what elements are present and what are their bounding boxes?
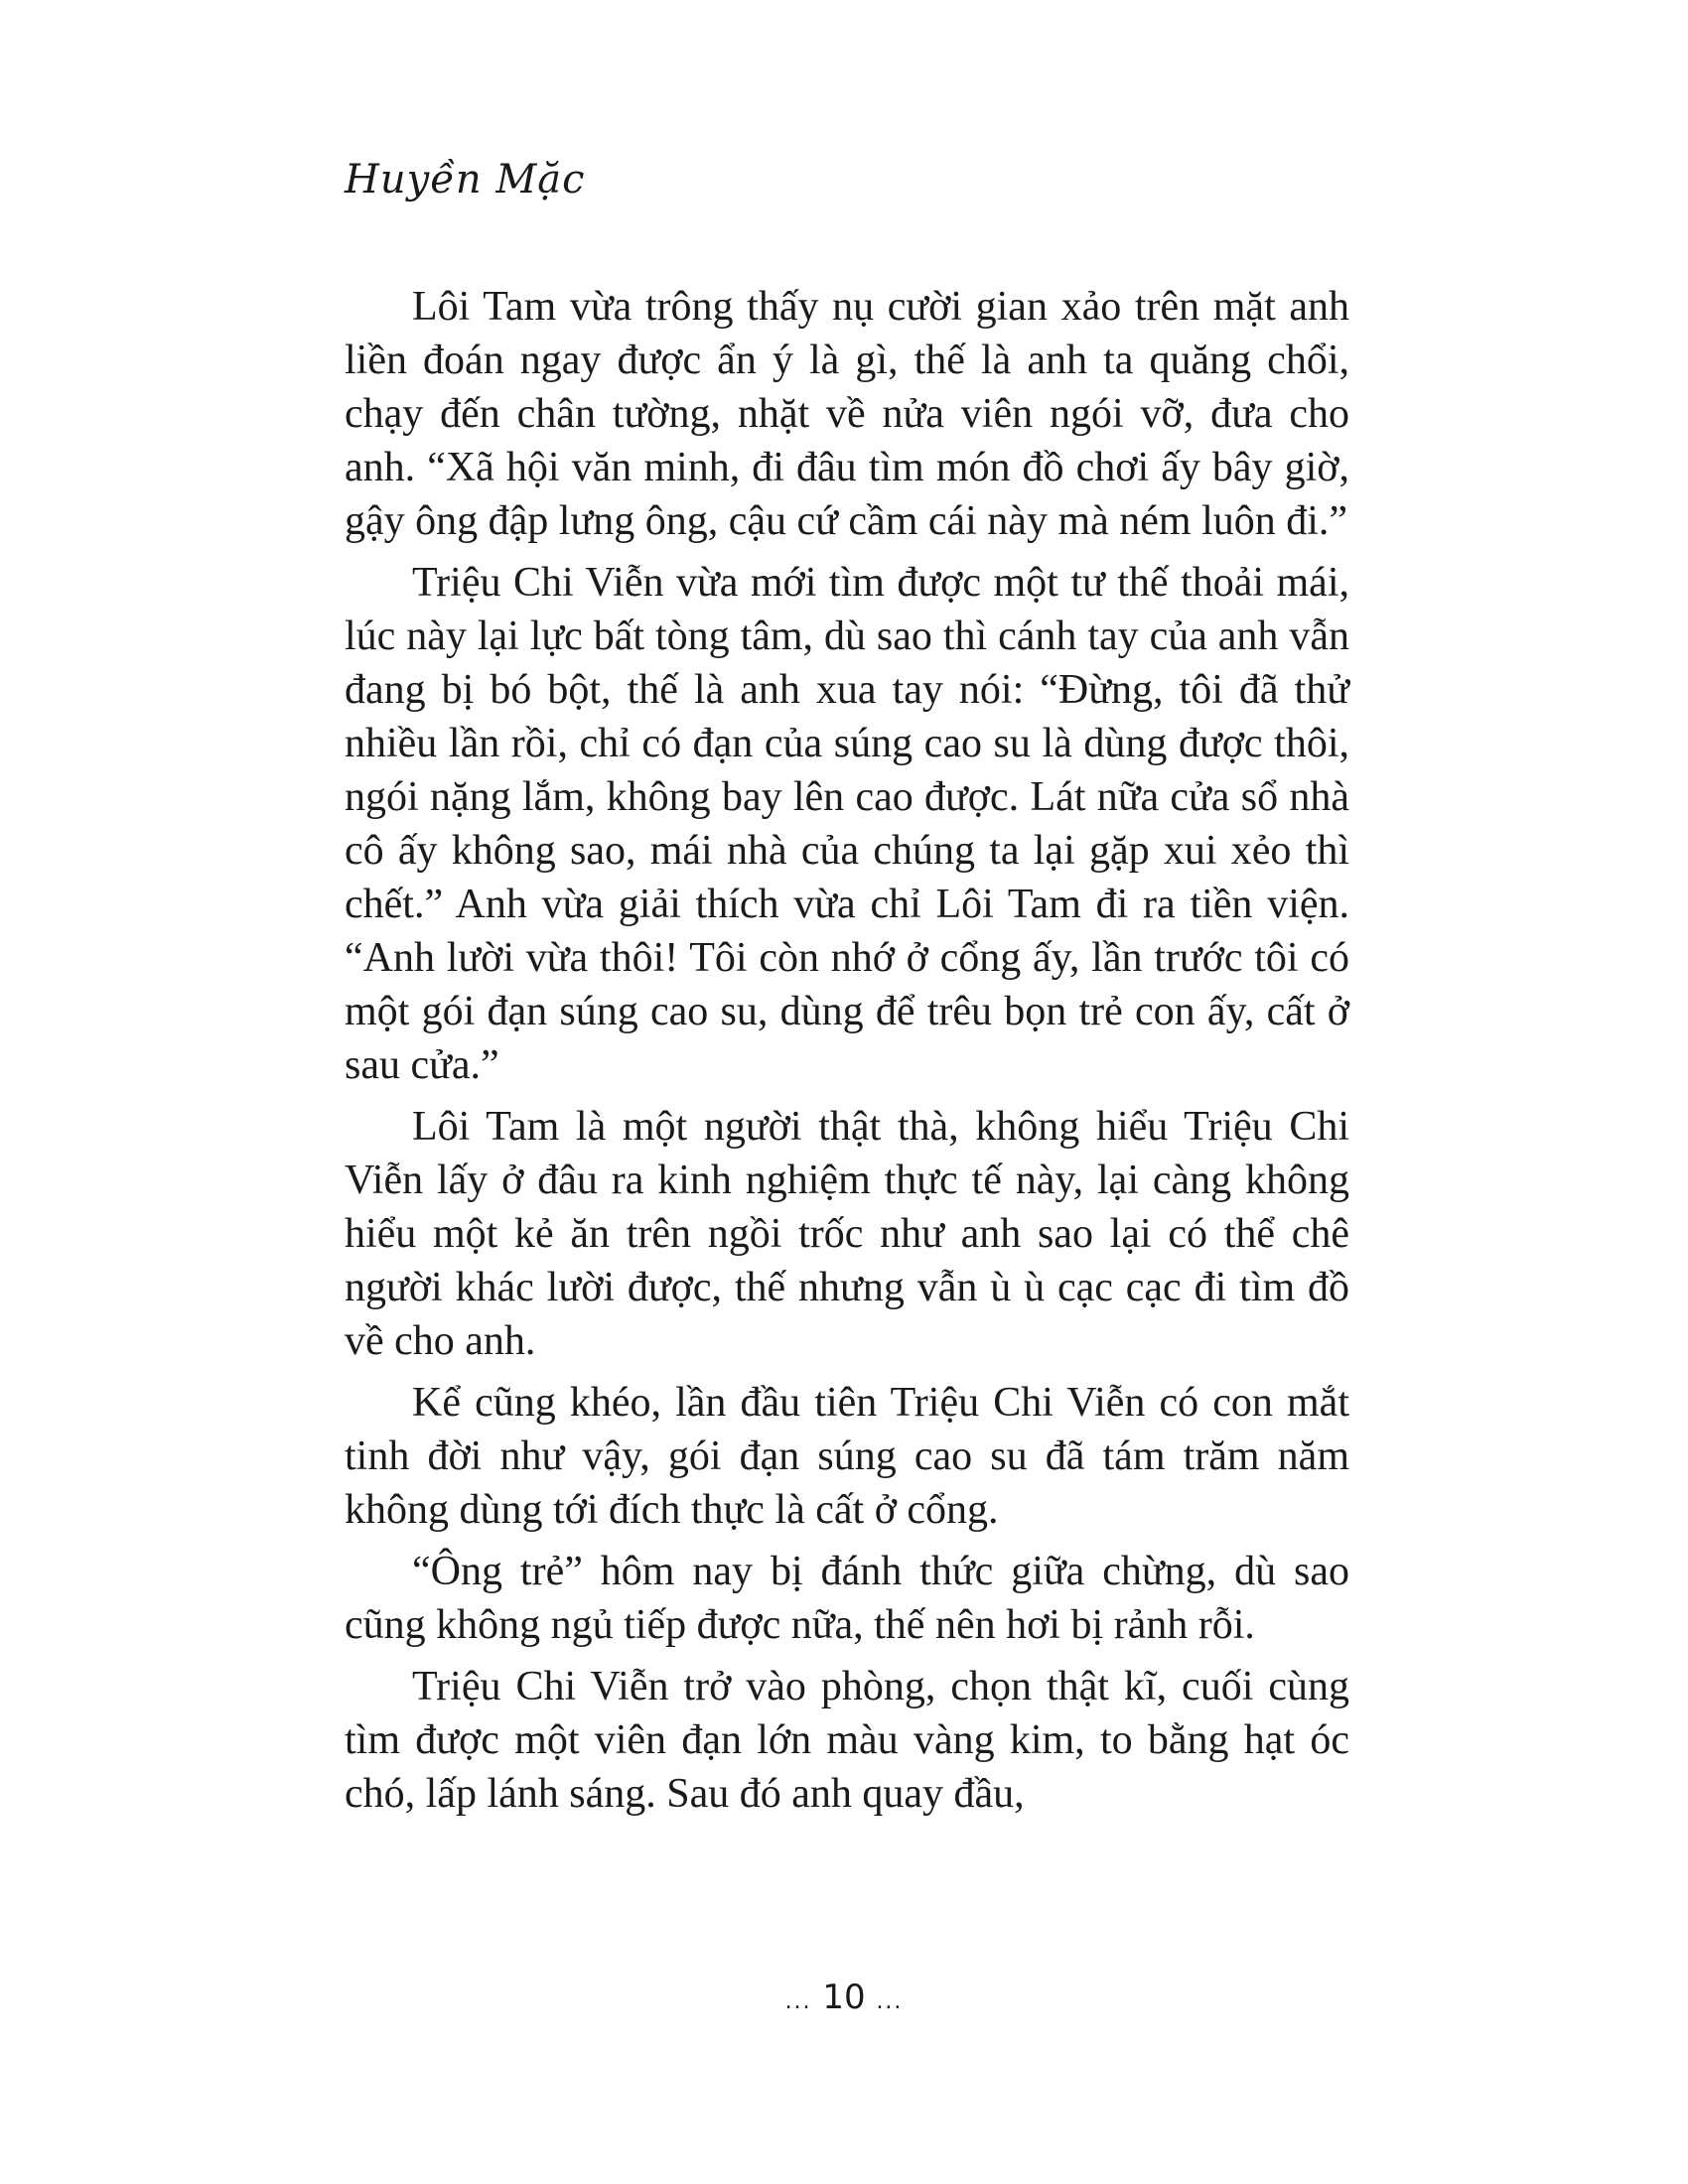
page-number: 10 bbox=[822, 1978, 866, 2017]
paragraph: Triệu Chi Viễn trở vào phòng, chọn thật kĩ, cuối cùng tìm được một viên đạn lớn màu vàng kim, to bằng hạt óc chó, lấp lánh sáng. Sau đó anh quay đầu, bbox=[345, 1664, 1349, 1817]
paragraph: Kể cũng khéo, lần đầu tiên Triệu Chi Viễn có con mắt tinh đời như vậy, gói đạn súng cao su đã tám trăm năm không dùng tới đích thực là cất ở cổng. bbox=[345, 1380, 1349, 1533]
paragraph: Triệu Chi Viễn vừa mới tìm được một tư thế thoải mái, lúc này lại lực bất tòng tâm, dù sao thì cánh tay của anh vẫn đang bị bó bột, thế là anh xua tay nói: “Đừng, tôi đã thử nhiều lần rồi, chỉ có đạn của súng cao su là dùng được thôi, ngói nặng lắm, không bay lên cao được. Lát nữa cửa sổ nhà cô ấy không sao, mái nhà của chúng ta lại gặp xui xẻo thì chết.” Anh vừa giải thích vừa chỉ Lôi Tam đi ra tiền viện. “Anh lười vừa thôi! Tôi còn nhớ ở cổng ấy, lần trước tôi có một gói đạn súng cao su, dùng để trêu bọn trẻ con ấy, cất ở sau cửa.” bbox=[345, 560, 1349, 1088]
paragraph: Lôi Tam vừa trông thấy nụ cười gian xảo trên mặt anh liền đoán ngay được ẩn ý là gì, thế là anh ta quăng chổi, chạy đến chân tường, nhặt về nửa viên ngói vỡ, đưa cho anh. “Xã hội văn minh, đi đâu tìm món đồ chơi ấy bây giờ, gậy ông đập lưng ông, cậu cứ cầm cái này mà ném luôn đi.” bbox=[345, 284, 1349, 544]
footer-dots-left: ... bbox=[784, 1989, 812, 2014]
running-header-author: Huyền Mặc bbox=[345, 157, 586, 203]
page-footer bbox=[0, 1978, 1688, 2017]
paragraph: “Ông trẻ” hôm nay bị đánh thức giữa chừng, dù sao cũng không ngủ tiếp được nữa, thế nên hơi bị rảnh rỗi. bbox=[345, 1549, 1349, 1648]
footer-dots-right: ... bbox=[876, 1989, 904, 2014]
body-text bbox=[345, 280, 1349, 1829]
paragraph: Lôi Tam là một người thật thà, không hiểu Triệu Chi Viễn lấy ở đâu ra kinh nghiệm thực tế này, lại càng không hiểu một kẻ ăn trên ngồi trốc như anh sao lại có thể chê người khác lười được, thế nhưng vẫn ù ù cạc cạc đi tìm đồ về cho anh. bbox=[345, 1104, 1349, 1364]
